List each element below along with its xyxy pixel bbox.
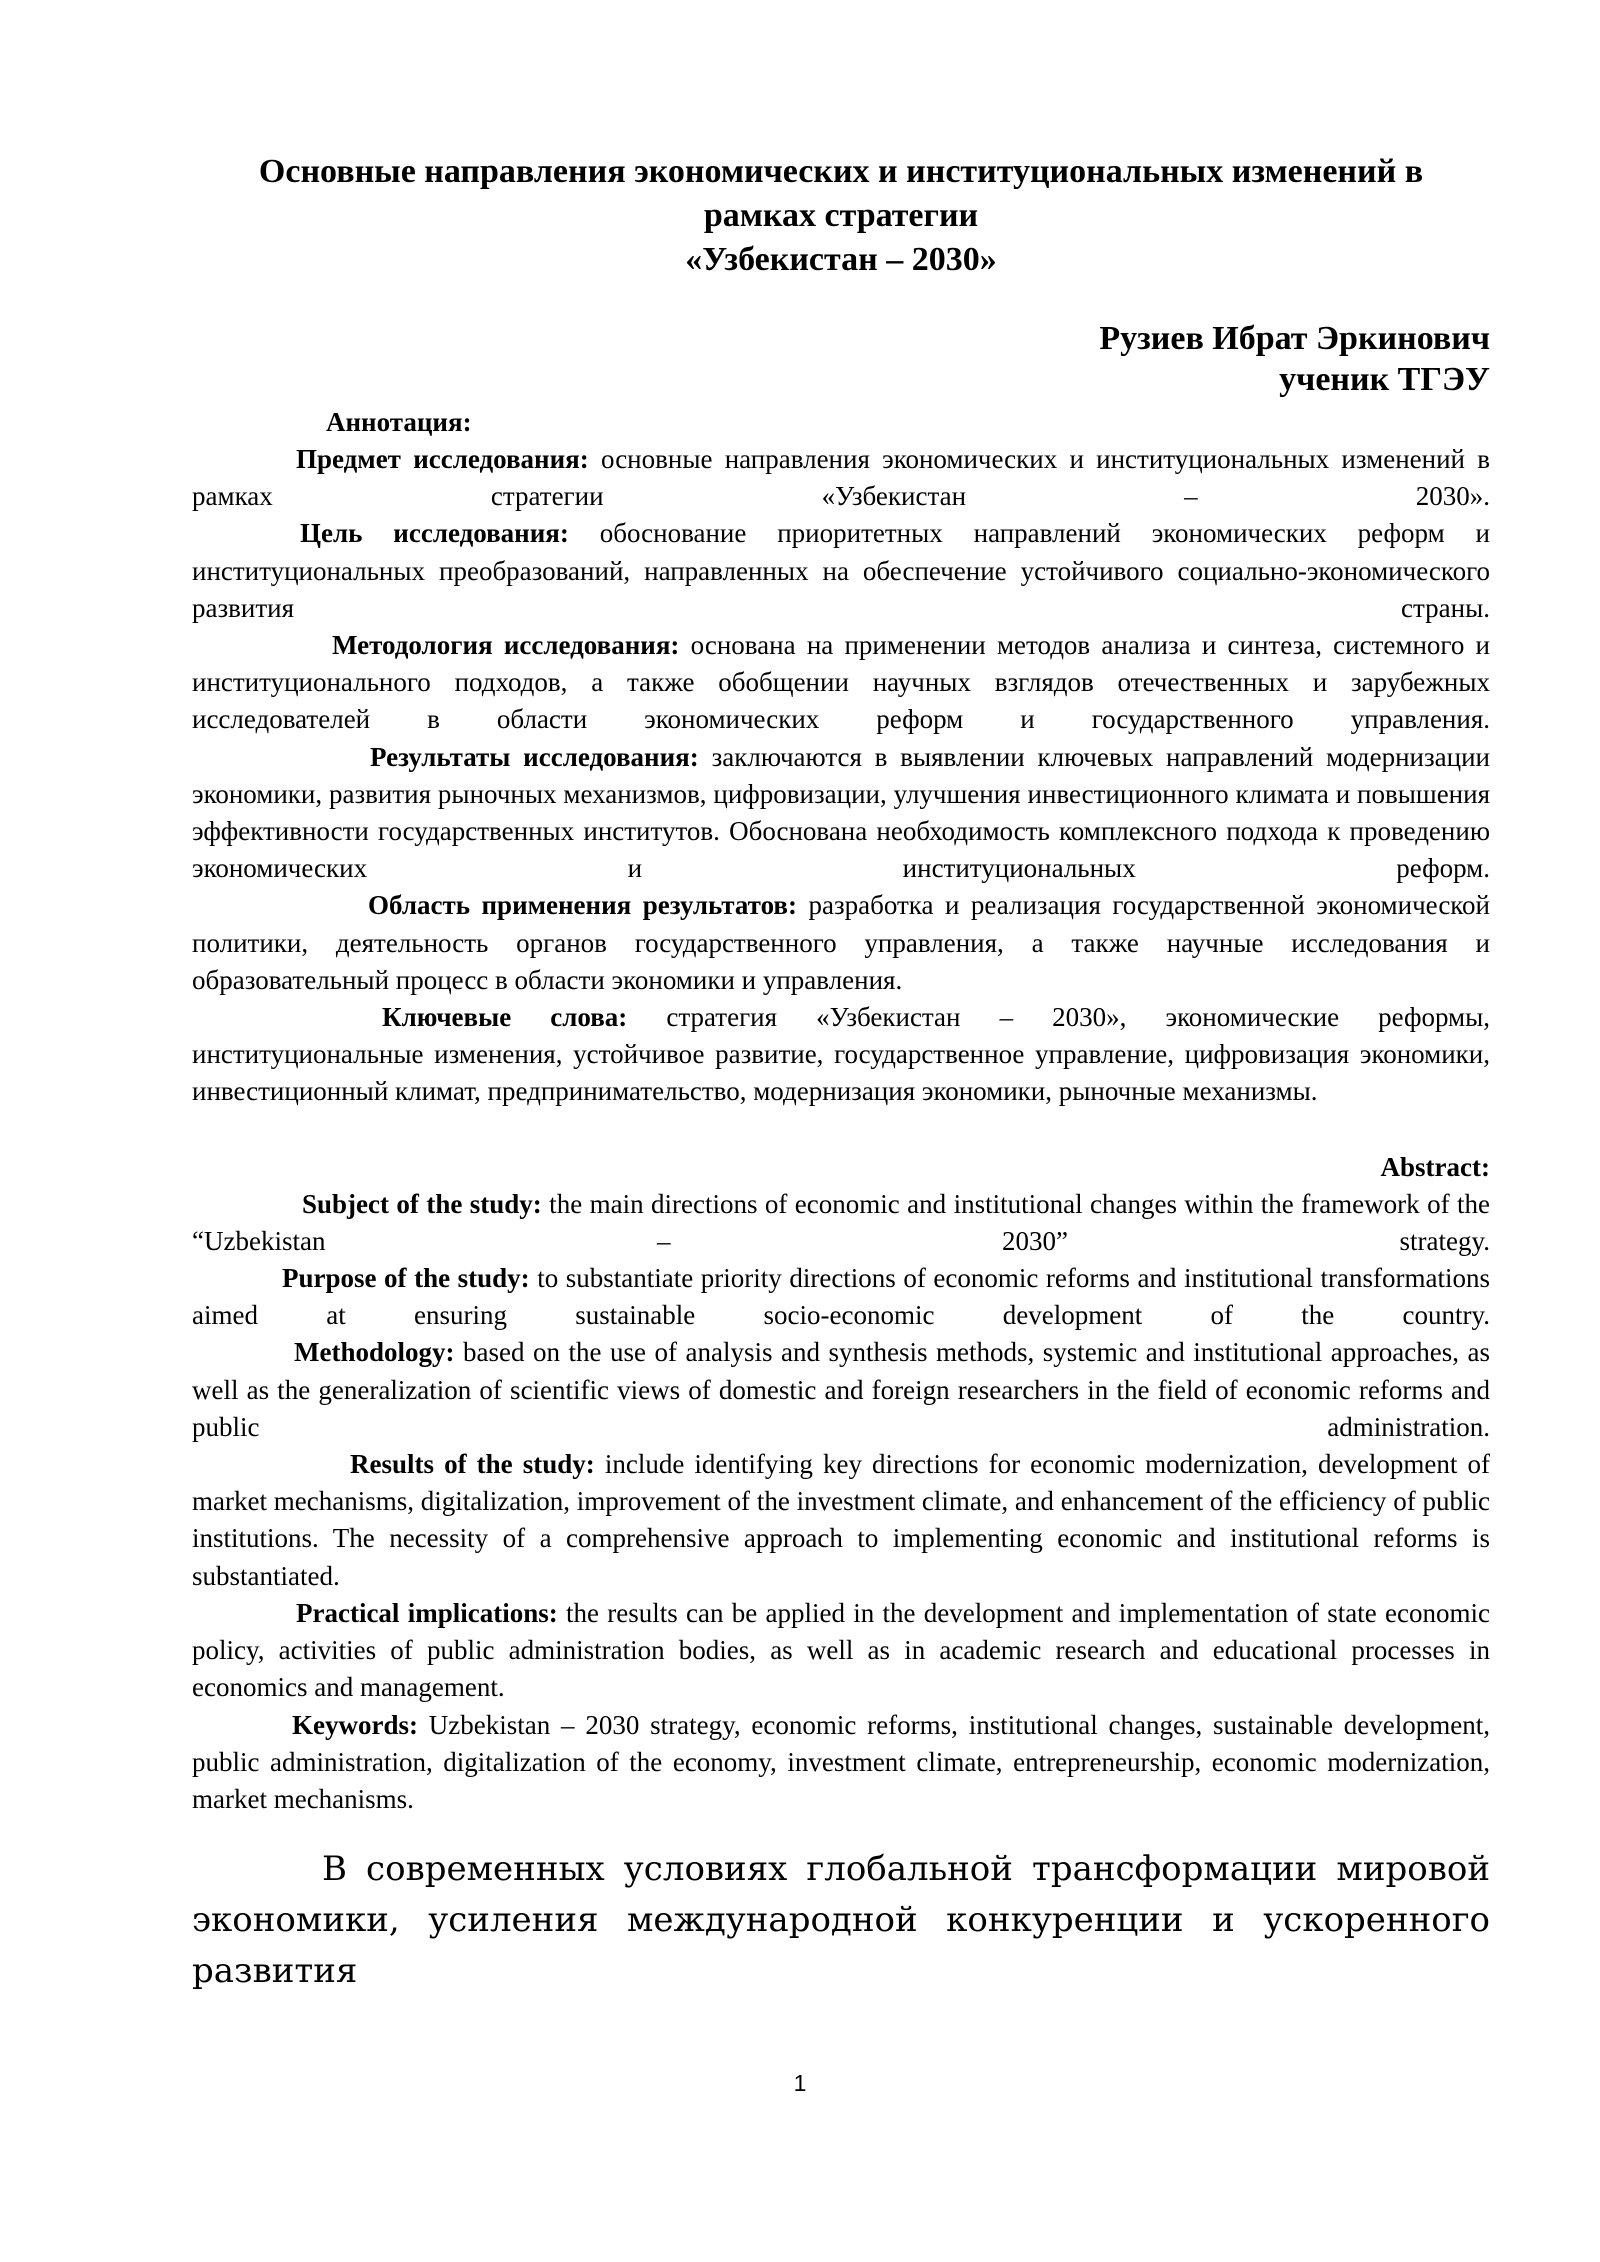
annotation-purpose-label: Цель исследования:: [300, 518, 569, 549]
paper-title: [192, 150, 1490, 282]
annotation-subject-text: основные направления экономических и институциональных изменений в рамках стратегии «Узбекистан – 2030».: [192, 444, 1491, 512]
annotation-subject-label: Предмет исследования:: [296, 444, 589, 474]
abstract-section: [192, 1186, 1490, 1818]
annotation-application-text: разработка и реализация государственной экономической политики, деятельность органов государственного управления, а также научные исследования и образовательный процесс в области экономики и управления.: [192, 890, 1491, 995]
abstract-purpose: [192, 1260, 1490, 1334]
abstract-implications-label: Practical implications:: [296, 1597, 558, 1628]
annotation-results: [192, 739, 1490, 888]
annotation-heading: Аннотация:: [326, 407, 472, 437]
author-block: [192, 318, 1490, 400]
page-content: [192, 150, 1490, 1997]
author-affiliation: ученик ТГЭУ: [1279, 361, 1490, 398]
body-spacer: [192, 1818, 1490, 1844]
annotation-methodology-text: основана на применении методов анализа и синтеза, системного и институционального подходов, а также обобщении научных взглядов отечественных и зарубежных исследователей в области экономических реформ и государственного управления.: [192, 630, 1490, 735]
abstract-results: [192, 1446, 1490, 1595]
abstract-implications-text: the results can be applied in the development and implementation of state economic policy, activities of public administration bodies, as well as in academic research and educational processes in economics and management.: [192, 1597, 1490, 1703]
annotation-methodology-label: Методология исследования:: [332, 630, 680, 661]
title-line-2: рамках стратегии: [703, 197, 979, 234]
abstract-purpose-label: Purpose of the study:: [282, 1263, 530, 1294]
abstract-results-text: include identifying key directions for economic modernization, development of market mechanisms, digitalization, improvement of the investment climate, and enhancement of the efficiency of public institutions. The necessity of a comprehensive approach to implementing economic and institutional reforms is substantiated.: [192, 1449, 1490, 1591]
body-paragraph: В современных условиях глобальной трансформации мировой экономики, усиления международной конкуренции и ускоренного развития: [192, 1849, 1490, 1992]
abstract-purpose-text: to substantiate priority directions of economic reforms and institutional transformations aimed at ensuring sustainable socio-economic development of the country.: [192, 1263, 1490, 1331]
page-number: 1: [793, 2070, 807, 2096]
annotation-results-text: заключаются в выявлении ключевых направлений модернизации экономики, развития рыночных механизмов, цифровизации, улучшения инвестиционного климата и повышения эффективности государственных институтов. Обоснована необходимость комплексного подхода к проведению экономических и институциональных реформ.: [192, 741, 1490, 884]
abstract-subject-text: the main directions of economic and institutional changes within the framework of the “Uzbekistan – 2030” strategy.: [192, 1188, 1490, 1256]
author-name: Рузиев Ибрат Эркинович: [1099, 320, 1490, 357]
abstract-methodology-text: based on the use of analysis and synthesis methods, systemic and institutional approaches, as well as the generalization of scientific views of domestic and foreign researchers in the field of economic reforms and public administration.: [192, 1337, 1490, 1442]
abstract-heading: Abstract:: [1380, 1151, 1490, 1182]
title-line-3: «Узбекистан – 2030»: [685, 241, 997, 278]
annotation-results-label: Результаты исследования:: [370, 741, 699, 772]
annotation-subject: [192, 441, 1490, 515]
annotation-purpose: [192, 515, 1490, 627]
annotation-methodology: [192, 627, 1490, 739]
annotation-application-label: Область применения результатов:: [368, 890, 797, 921]
annotation-keywords-label: Ключевые слова:: [382, 1002, 628, 1033]
abstract-methodology-label: Methodology:: [294, 1337, 455, 1368]
annotation-section: [192, 441, 1490, 1111]
abstract-keywords: [192, 1707, 1490, 1819]
abstract-implications: [192, 1595, 1490, 1707]
abstract-keywords-label: Keywords:: [292, 1709, 418, 1740]
abstract-methodology: [192, 1334, 1490, 1446]
abstract-subject: [192, 1186, 1490, 1260]
abstract-keywords-text: Uzbekistan – 2030 strategy, economic reforms, institutional changes, sustainable development, public administration, digitalization of the economy, investment climate, entrepreneurship, economic modernization, market mechanisms.: [192, 1709, 1490, 1814]
abstract-results-label: Results of the study:: [350, 1449, 595, 1480]
annotation-keywords-text: стратегия «Узбекистан – 2030», экономические реформы, институциональные изменения, устойчивое развитие, государственное управление, цифровизация экономики, инвестиционный климат, предпринимательство, модернизация экономики, рыночные механизмы.: [192, 1002, 1491, 1107]
annotation-application: [192, 887, 1490, 999]
annotation-keywords: [192, 999, 1490, 1111]
annotation-purpose-text: обоснование приоритетных направлений экономических реформ и институциональных преобразований, направленных на обеспечение устойчивого социально-экономического развития страны.: [192, 518, 1490, 623]
title-line-1: Основные направления экономических и институциональных изменений в: [258, 153, 1424, 190]
abstract-subject-label: Subject of the study:: [302, 1188, 542, 1219]
section-spacer: [192, 1111, 1490, 1149]
